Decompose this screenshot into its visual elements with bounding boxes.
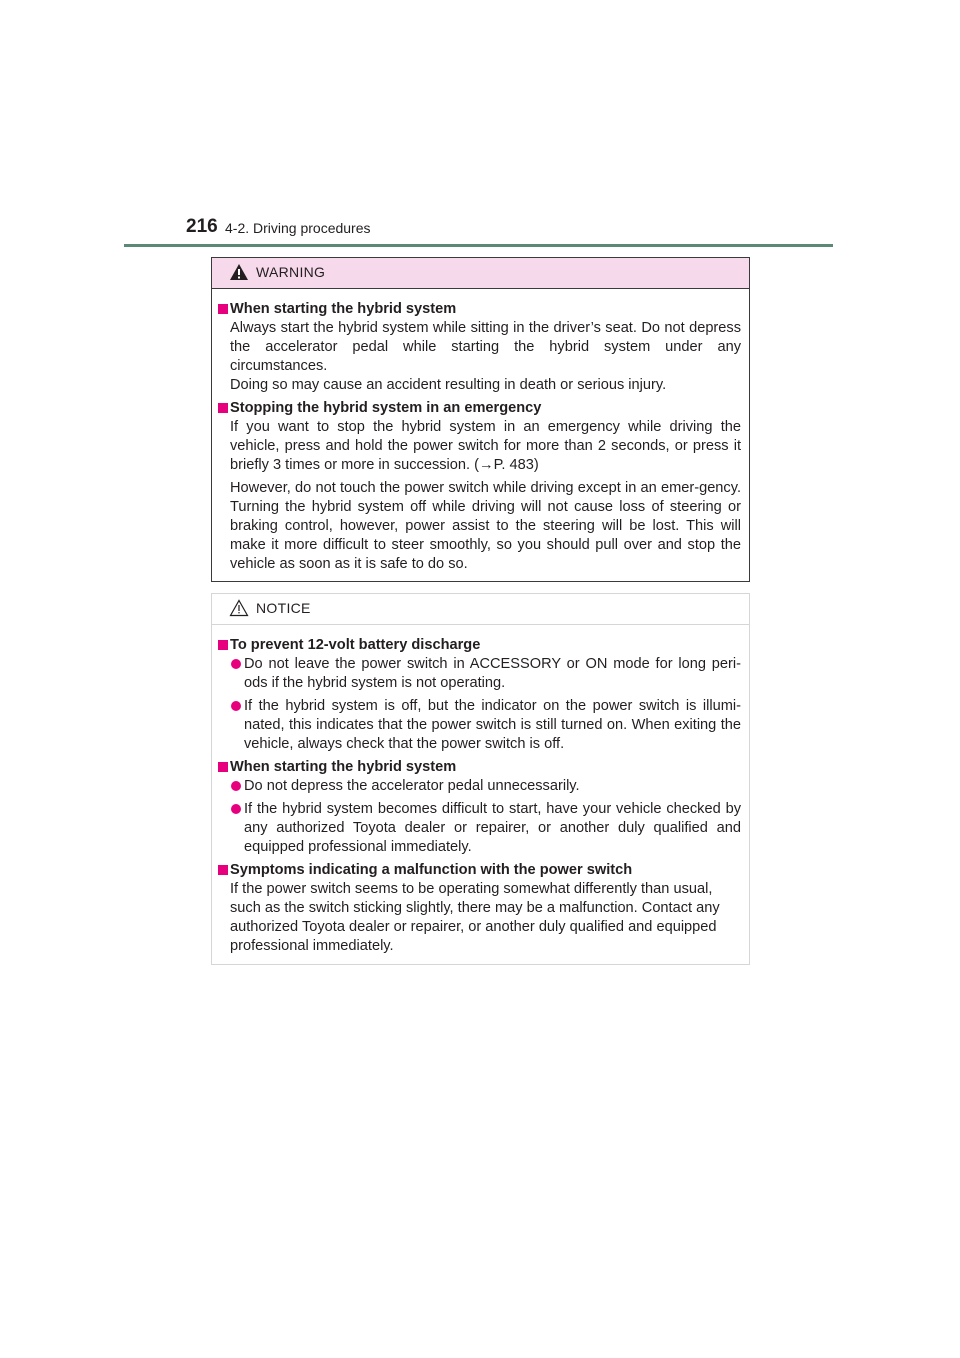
warning-paragraph: However, do not touch the power switch while driving except in an emer-gency. Turning the hybrid system off while driving will not cause loss of steering or braking control, however, power assist to the steering will be lost. This will make it more difficult to steer smoothly, so you should pull over and stop the vehicle as soon as it is safe to do so. [230,480,741,572]
warning-paragraph: If you want to stop the hybrid system in an emergency while driving the vehicle, press and hold the power switch for more than 2 seconds, or press it briefly 3 times or more in succession. (→P. 483) [230,419,741,473]
list-item: If the hybrid system is off, but the indicator on the power switch is illumi-nated, this indicates that the power switch is still turned on. When exiting the vehicle, always check that the power switch is off. [218,697,741,754]
warning-paragraph: Always start the hybrid system while sitting in the driver’s seat. Do not depress the accelerator pedal while starting the hybrid system under any circumstances. [230,320,741,374]
header-rule [124,244,833,247]
notice-box [211,593,750,965]
notice-paragraph: If the power switch seems to be operating somewhat differently than usual, such as the switch sticking slightly, there may be a malfunction. Contact any authorized Toyota dealer or repairer, or another duly qualified and equipped professional immediately. [230,881,720,954]
page-header [186,216,832,246]
bullet-icon [231,781,241,791]
warning-content [212,289,749,574]
section-title: 4-2. Driving procedures [225,220,371,236]
bullet-icon [231,804,241,814]
notice-content [212,625,749,956]
notice-title: NOTICE [256,600,311,616]
warning-heading-starting: When starting the hybrid system [218,300,741,319]
bullet-icon [231,701,241,711]
section-marker-icon [218,403,228,413]
list-item: If the hybrid system becomes difficult to start, have your vehicle checked by any authorized Toyota dealer or repairer, or another duly qualified and equipped professional immediately. [218,800,741,857]
list-item: Do not depress the accelerator pedal unnecessarily. [218,777,741,796]
warning-triangle-icon [229,263,249,281]
section-marker-icon [218,640,228,650]
notice-header [212,594,749,625]
warning-box [211,257,750,582]
warning-heading-emergency: Stopping the hybrid system in an emergency [218,399,741,418]
warning-paragraph: Doing so may cause an accident resulting in death or serious injury. [230,377,667,393]
section-marker-icon [218,865,228,875]
notice-heading-battery: To prevent 12-volt battery discharge [218,636,741,655]
section-marker-icon [218,304,228,314]
notice-heading-starting: When starting the hybrid system [218,758,741,777]
page-number: 216 [186,216,218,237]
notice-heading-symptoms: Symptoms indicating a malfunction with the power switch [218,861,741,880]
warning-title: WARNING [256,264,326,280]
list-item: Do not leave the power switch in ACCESSORY or ON mode for long peri-ods if the hybrid system is not operating. [218,655,741,693]
warning-header [212,258,749,289]
bullet-icon [231,659,241,669]
caution-triangle-outline-icon [229,599,249,617]
section-marker-icon [218,762,228,772]
